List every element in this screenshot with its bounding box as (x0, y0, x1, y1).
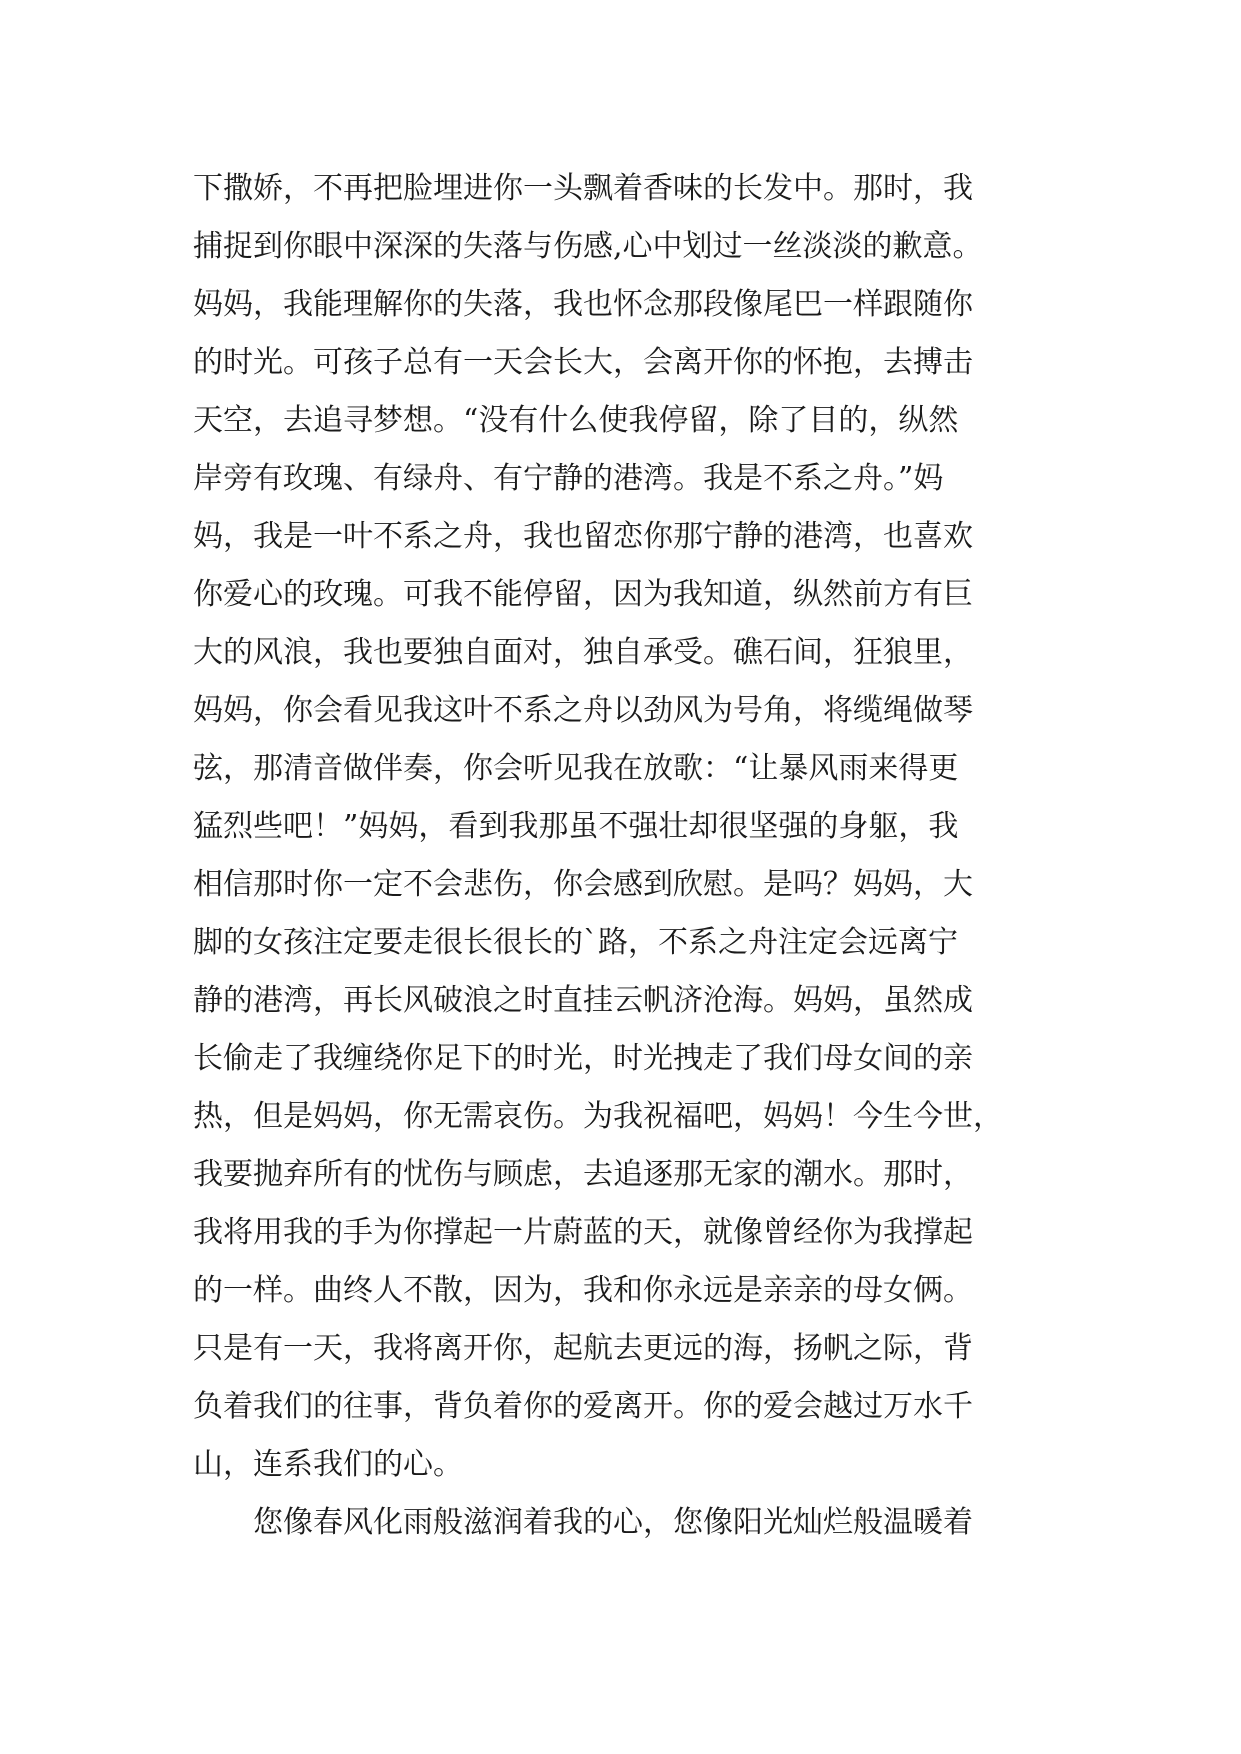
text-line: 山，连系我们的心。 (193, 1447, 463, 1482)
text-line: 天空，去追寻梦想。“没有什么使我停留，除了目的，纵然 (193, 403, 959, 438)
text-line: 下撒娇，不再把脸埋进你一头飘着香味的长发中。那时，我 (193, 171, 973, 206)
text-line: 脚的女孩注定要走很长很长的`路，不系之舟注定会远离宁 (193, 925, 958, 960)
text-line: 长偷走了我缠绕你足下的时光，时光拽走了我们母女间的亲 (193, 1041, 973, 1076)
text-line: 相信那时你一定不会悲伤，你会感到欣慰。是吗？妈妈，大 (193, 867, 973, 902)
text-line: 妈妈，我能理解你的失落，我也怀念那段像尾巴一样跟随你 (193, 287, 973, 322)
text-line: 的一样。曲终人不散，因为，我和你永远是亲亲的母女俩。 (193, 1273, 973, 1308)
text-line: 妈妈，你会看见我这叶不系之舟以劲风为号角，将缆绳做琴 (193, 693, 973, 728)
text-line: 捕捉到你眼中深深的失落与伤感,心中划过一丝淡淡的歉意。 (193, 229, 983, 264)
text-line: 猛烈些吧！”妈妈，看到我那虽不强壮却很坚强的身躯，我 (193, 809, 959, 844)
essay-body (193, 160, 1093, 1552)
text-line: 静的港湾，再长风破浪之时直挂云帆济沧海。妈妈，虽然成 (193, 983, 973, 1018)
text-line: 我将用我的手为你撑起一片蔚蓝的天，就像曾经你为我撑起 (193, 1215, 973, 1250)
text-line: 负着我们的往事，背负着你的爱离开。你的爱会越过万水千 (193, 1389, 973, 1424)
text-line: 我要抛弃所有的忧伤与顾虑，去追逐那无家的潮水。那时， (193, 1157, 973, 1192)
text-line: 岸旁有玫瑰、有绿舟、有宁静的港湾。我是不系之舟。”妈 (193, 461, 944, 496)
text-line: 妈，我是一叶不系之舟，我也留恋你那宁静的港湾，也喜欢 (193, 519, 973, 554)
text-line: 的时光。可孩子总有一天会长大，会离开你的怀抱，去搏击 (193, 345, 973, 380)
text-line: 只是有一天，我将离开你，起航去更远的海，扬帆之际，背 (193, 1331, 973, 1366)
text-line: 弦，那清音做伴奏，你会听见我在放歌：“让暴风雨来得更 (193, 751, 959, 786)
text-line: 大的风浪，我也要独自面对，独自承受。礁石间，狂狼里， (193, 635, 973, 670)
text-line: 你爱心的玫瑰。可我不能停留，因为我知道，纵然前方有巨 (193, 577, 973, 612)
text-line: 热，但是妈妈，你无需哀伤。为我祝福吧，妈妈！今生今世， (193, 1099, 1003, 1134)
paragraph-start-line: 您像春风化雨般滋润着我的心，您像阳光灿烂般温暖着 (253, 1505, 973, 1540)
